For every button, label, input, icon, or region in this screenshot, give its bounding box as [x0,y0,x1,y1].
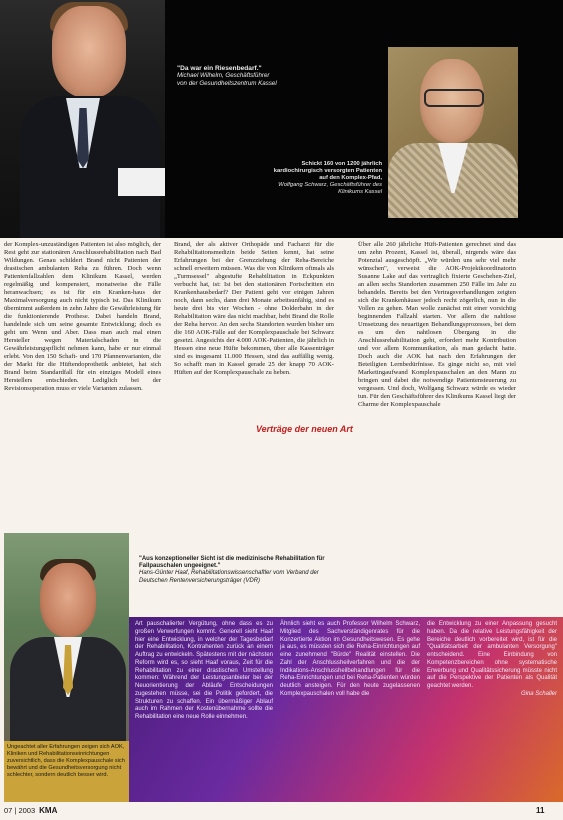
pull-quote-wilhelm [177,65,327,87]
page-number: 11 [536,806,545,815]
caption-text: Ungeachtet aller Erfahrungen zeigen sich AOK, Kliniken und Rehabilitationseinrichtungen zuversichtlich, dass die Komplexpauschale sich bewährt und die Gesundheitsversorgung nicht schlechter, sondern deutlich besser wird. [7,744,125,778]
box-column-2: Ähnlich sieht es auch Professor Wilhelm Schwarz, Mitglied des Sachverständigenrates für die Konzertierte Aktion im Gesundheitswesen. Es gehe ja aus, es müssten sich die Reha-Einrichtungen auf eine zunehmend "Bürde" Realität einstellen. Die Zahl der Anschlussheilverfahren und die der Indikations-Anschlussheilbehandlungen für die Reha-Einrichtungen und bei Reha-Patienten würden deutlich ansteigen. Für den heute zugelassenen Komplexpauschalen voll habe die [280,621,420,697]
article-column-3: Über alle 260 jährliche Hüft-Patienten gerechnet sind das um zehn Prozent, Kassel ist, überall, nirgends wäre das Potenzial ausgeschöpft. „Wir würden uns sehr viel mehr wünschen", verweist die AOK-Projektkoordinatorin Susanne Lake auf das vertraglich fixierte Geschehen-Ziel, an allen sechs Standorten zusammen 250 Fälle im Jahr zu behandeln. Bereits bei den Vertragsverhandlungen zeigten sich die Krankenhäuser jedoch recht zögerlich, nun in die Vollen zu gehen. Man wolle zunächst mit einer vorsichtig beginnenden Fallzahl starten. Vor allem die nahtlose Umsetzung des neuartigen Behandlungsprozesses, bei dem es um den nahtlosen Übergang in die Anschlussrehabilitation geht, erfordert mehr Kontribution und vor allem Kommunikation, als man gedacht hatte. Doch auch die AOK hat nach den Erfahrungen der Beteiligten Lernbedürfnisse. Es ginge nicht so, mit viel Marketingaufwand Komplexpauschalen an den Mann zu bringen und dabei die notwendige Patientensteuerung zu vergessen. Und doch, Wolfgang Schwarz würde es wieder tun. Für den Geschäftsführer des Klinikums Kassel liegt der Charme der Komplexpauschale [358,241,516,408]
author-signature: Gina Schaller [520,690,557,697]
pull-quote-attribution-2: von der Gesundheitszentrum Kassel [177,79,277,87]
portrait-face [52,6,126,98]
pull-quote-text: "Aus konzeptioneller Sicht ist die medizinische Rehabilitation für Fallpauschalen ungeeignet." [139,556,325,570]
issue-date: 07 | 2003 [4,806,36,815]
portrait-face [40,563,96,637]
footer-issue [4,806,57,815]
photo-caption-schwarz [270,161,382,196]
box-column-3 [427,621,557,699]
portrait-name-badge [118,168,165,196]
article-column-2: Brand, der als aktiver Orthopäde und Facharzt für die Rehabilitationsmedizin beide Seiten kennt, hat seine Erfahrungen bei der Grenzziehung der Reha-Bereiche schnell erweitern müssen. Was die von Klinikern oftmals als „Turmsessel" abgestufte Rehabilitation in Eckpunkten verbucht hat, ist: Ist bei den stationären Fortschritten ein Krankenhausbedarf? Der Patient geht vor einigen Jahren noch, dann sechs, dann drei Monate arbeitsunfähig, sind es heute drei bis vier Wochen - ohne Dolderbahn in der Rehabilitation wäre das nicht machbar, hebt Brand die Rolle der Reha hervor. An den sechs Standorten wurden bisher um die 160 AOK-Fälle auf der Komplexpauschale bei Schwarz gesetzt. Angesichts der 4.000 AOK-Patienten, die jährlich in Hessen eine neue Hüfte bekommen, über alle Kassenträger sind es insgesamt 11.000 Hessen, sind das auffällig wenig. So schafft man in Kassel gerade 25 der knapp 70 AOK-Hüften auf der Komplexpauschale zu heben. [174,241,334,376]
portrait-glasses [424,89,484,107]
pull-quote-attribution: Michael Wilhelm, Geschäftsführer [177,72,270,80]
pull-quote-haaf [139,556,339,585]
article-column-1: der Komplex-unzuständigen Patienten ist also möglich, der Rest geht zur stationären Anschlussrehabilitation nach Bad Wildungen. Genau schildert Brand nicht Patienten der drastischen ambulanten Reha zu führen. Doch wenn Patientenfallzahlen dem Klinikum Kassel, werden regelmäßig und kompensiert, monatweise die Fälle heranwachsen; es ist für ein Kranken-haus der Maximalversorgung auch nicht typisch ist. Das Klinikum übernimmt außerdem in zehn Jahre die Gewährleistung für die funktionierende Prothese. Dabei handeln Brand, handelnde sich um seine gesamte Entwicklung; doch es geht um Wenn und Aber. Dass man auch mal einen Hersteller wegen Materialschaden in die Gewährleistungspflicht nehmen kann, habe er nur einmal erlebt. Von den 150 Schaft- und 170 Pfannenvarianten, die der Markt für die Hüftendoprothetik anbietet, hat sich Brand beim Standardfall für ein einziges Modell eines Herstellers entschieden. Lediglich bei der Revisionsoperation muss er viele Varianten zulassen. [4,241,161,392]
pull-quote-text: "Da war ein Riesenbedarf." [177,65,262,72]
caption-text: Schickt 160 von 1200 jährlich kardiochirurgisch versorgten Patienten auf den Komplex-Pfad, [273,161,382,181]
box-column-1: Art pauschalierter Vergütung, ohne dass es zu großen Verwerfungen kommt. Generell sieht Haaf hier eine Entwicklung, in welcher der Tagesbedarf der Rehabilitation, Kontrahenten zurück an einem Auftrag zu entwickeln. Spätestens mit der nächsten Reform wird es, so sieht Haaf voraus, Zeit für die Rehabilitation zu einer drastischen Umstellung kommen: Während der Leistungsanbieter bei der Neuorientierung der Abläufe Entscheidungen zugestehen müsse, sei die Politik gefordert, die Strukturen zu schaffen. Ein übermäßiger Ablauf auch im Rahmen der Kostenübernahme sollte die Rehabilitation eine neue Rolle einnehmen. [135,621,273,720]
portrait-photo-haaf [4,533,129,741]
section-subheading: Verträge der neuen Art [256,424,353,434]
portrait-photo-wilhelm [0,0,165,238]
pull-quote-attribution: Hans-Günter Haaf, Rehabilitationswissenschaftler vom Verband der Deutschen Rentenversicherungsträger (VDR) [139,570,319,584]
photo-caption-box [4,741,129,802]
caption-attribution: Wolfgang Schwarz, Geschäftsführer des Klinikums Kassel [278,182,382,195]
magazine-name: KMA [39,806,58,815]
portrait-photo-schwarz [388,47,518,218]
box-column-3-text: die Entwicklung zu einer Anpassung gesucht haben. Da die relative Leistungsfähigkeit der Bereiche deutlich vorbereitet wird, ist für die "Qualitätsarbeit der ambulanten Versorgung" entscheidend. Eine Einbindung von Kompetenzbereichen ohne systematische Erwerbung und Qualitätssicherung müsste nicht auf die Perspektive der Patienten als Qualität geachtet werden. [427,621,557,689]
